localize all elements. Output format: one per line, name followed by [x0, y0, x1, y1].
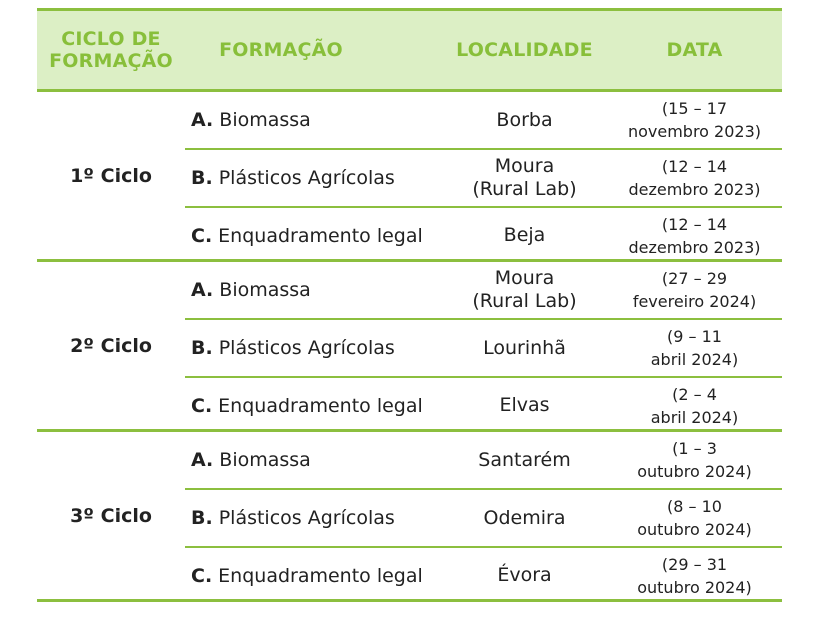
date-line: novembro 2023)	[627, 122, 762, 141]
date-line: (8 – 10	[667, 497, 722, 516]
location-lines	[472, 267, 576, 313]
table-row	[185, 92, 782, 148]
cycle-divider	[37, 599, 782, 602]
location-lines	[504, 224, 546, 247]
cycle-group	[37, 262, 782, 429]
location-cell	[422, 150, 627, 206]
date-line: (15 – 17	[661, 99, 728, 118]
location-cell	[422, 208, 627, 263]
location-lines	[478, 449, 570, 472]
location-line: (Rural Lab)	[472, 178, 577, 200]
location-cell	[422, 262, 627, 318]
date-line: outubro 2024)	[637, 520, 752, 539]
cycle-label: 1º Ciclo	[70, 164, 152, 187]
cycle-label: 2º Ciclo	[70, 334, 152, 357]
location-line: Moura	[494, 267, 555, 289]
header-cycle	[37, 11, 185, 89]
course-letter: B.	[191, 337, 213, 359]
table-header	[37, 11, 782, 89]
date-line: abril 2024)	[650, 350, 739, 369]
date-lines	[651, 325, 738, 371]
course-letter: A.	[191, 449, 214, 471]
header-course: FORMAÇÃO	[219, 39, 343, 61]
table-row	[185, 378, 782, 433]
cycle-group	[37, 92, 782, 259]
header-cycle-line1: CICLO DE	[61, 28, 161, 50]
date-line: (29 – 31	[661, 554, 728, 574]
date-lines	[628, 97, 761, 143]
date-line: (1 – 3	[672, 439, 717, 458]
date-line: (12 – 14	[661, 157, 728, 176]
date-cell	[627, 150, 762, 206]
course-name: Biomassa	[219, 279, 311, 301]
date-lines	[633, 267, 756, 313]
date-cell	[627, 378, 762, 433]
course-name: Enquadramento legal	[218, 224, 423, 247]
date-line: dezembro 2023)	[628, 180, 761, 199]
date-line: dezembro 2023)	[628, 237, 761, 257]
course-name: Plásticos Agrícolas	[218, 337, 395, 359]
date-cell	[627, 490, 762, 546]
location-lines	[499, 394, 549, 417]
cycle-group	[37, 432, 782, 599]
location-lines	[496, 109, 552, 132]
date-line: outubro 2024)	[637, 577, 752, 597]
date-lines	[637, 553, 752, 599]
date-lines	[628, 155, 760, 201]
location-line: Beja	[503, 224, 546, 246]
course-name: Biomassa	[219, 109, 311, 131]
course-letter: B.	[191, 507, 213, 529]
date-cell	[627, 262, 762, 318]
course-cell	[191, 92, 451, 148]
location-line: Odemira	[483, 506, 566, 529]
date-line: (2 – 4	[672, 384, 717, 404]
location-line: Évora	[497, 564, 552, 586]
date-line: outubro 2024)	[637, 462, 752, 481]
header-cycle-line2: FORMAÇÃO	[49, 50, 173, 72]
course-letter: B.	[191, 167, 213, 189]
table-row	[185, 208, 782, 263]
course-letter: A.	[191, 109, 214, 131]
date-cell	[627, 548, 762, 603]
location-cell	[422, 320, 627, 376]
table-row	[185, 432, 782, 488]
location-line: Santarém	[478, 448, 571, 471]
course-cell	[191, 490, 451, 546]
course-cell	[191, 320, 451, 376]
course-cell	[191, 548, 451, 603]
date-cell	[627, 432, 762, 488]
date-lines	[651, 383, 738, 429]
course-cell	[191, 432, 451, 488]
header-location: LOCALIDADE	[456, 39, 593, 61]
table-row	[185, 262, 782, 318]
location-line: Elvas	[499, 394, 550, 416]
course-letter: C.	[191, 564, 213, 587]
date-cell	[627, 208, 762, 263]
course-name: Enquadramento legal	[218, 394, 423, 417]
course-cell	[191, 262, 451, 318]
course-cell	[191, 378, 451, 433]
course-cell	[191, 208, 451, 263]
table-row	[185, 320, 782, 376]
location-line: Lourinhã	[483, 336, 566, 359]
date-lines	[637, 437, 752, 483]
table-row	[185, 150, 782, 206]
course-letter: C.	[191, 394, 213, 417]
location-lines	[472, 155, 576, 201]
course-name: Plásticos Agrícolas	[218, 507, 395, 529]
location-lines	[484, 507, 566, 530]
course-letter: A.	[191, 279, 214, 301]
location-line: Moura	[494, 155, 555, 177]
date-cell	[627, 92, 762, 148]
header-date: DATA	[666, 39, 723, 61]
course-name: Biomassa	[219, 449, 311, 471]
date-line: (27 – 29	[661, 269, 728, 288]
location-line: Borba	[496, 108, 553, 131]
course-cell	[191, 150, 451, 206]
location-cell	[422, 378, 627, 433]
course-name: Plásticos Agrícolas	[218, 167, 395, 189]
location-cell	[422, 432, 627, 488]
location-lines	[483, 337, 566, 360]
date-lines	[628, 213, 760, 259]
date-cell	[627, 320, 762, 376]
location-cell	[422, 92, 627, 148]
date-line: (12 – 14	[661, 214, 728, 234]
course-name: Enquadramento legal	[218, 564, 423, 587]
course-letter: C.	[191, 224, 213, 247]
location-lines	[497, 564, 551, 587]
location-cell	[422, 490, 627, 546]
date-line: abril 2024)	[650, 407, 739, 427]
location-cell	[422, 548, 627, 603]
location-line: (Rural Lab)	[472, 290, 577, 312]
date-lines	[637, 495, 752, 541]
table-row	[185, 548, 782, 603]
date-line: fevereiro 2024)	[632, 292, 757, 311]
table-row	[185, 490, 782, 546]
date-line: (9 – 11	[667, 327, 722, 346]
cycle-label: 3º Ciclo	[70, 504, 152, 527]
